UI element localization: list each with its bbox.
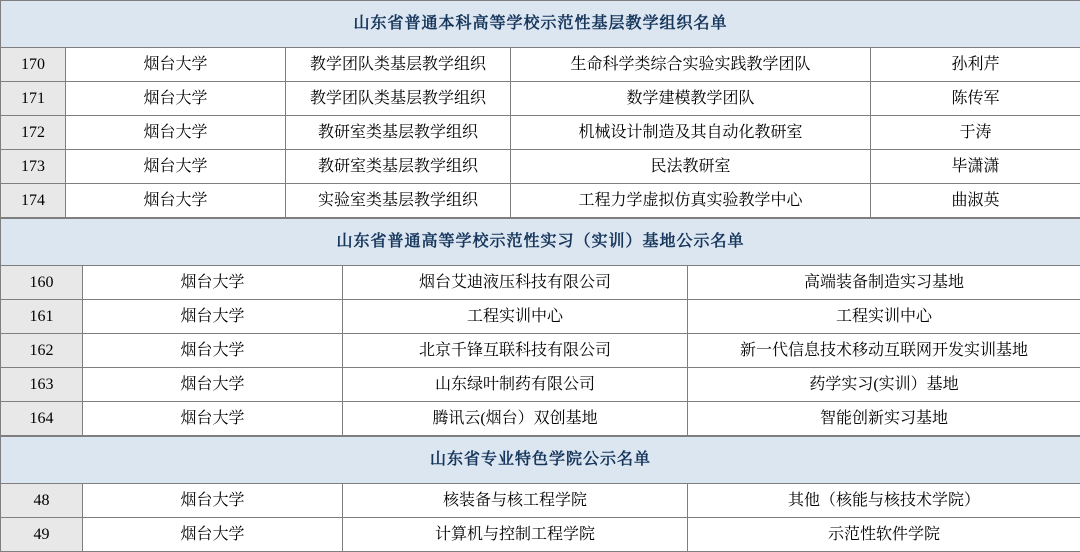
row-college: 核装备与核工程学院 — [343, 484, 688, 518]
row-school: 烟台大学 — [66, 184, 286, 218]
table-row — [1, 116, 1080, 150]
row-college: 计算机与控制工程学院 — [343, 518, 688, 552]
table-row — [1, 82, 1080, 116]
row-number: 161 — [1, 300, 83, 334]
table-row — [1, 266, 1080, 300]
row-name: 工程力学虚拟仿真实验教学中心 — [511, 184, 871, 218]
table-row — [1, 300, 1080, 334]
row-number: 49 — [1, 518, 83, 552]
row-category: 示范性软件学院 — [688, 518, 1080, 552]
section-title-row — [1, 219, 1080, 266]
row-person: 孙利芹 — [871, 48, 1080, 82]
row-base: 药学实习(实训）基地 — [688, 368, 1080, 402]
row-type: 教研室类基层教学组织 — [286, 150, 511, 184]
row-school: 烟台大学 — [83, 402, 343, 436]
table-row — [1, 334, 1080, 368]
row-school: 烟台大学 — [66, 82, 286, 116]
row-school: 烟台大学 — [83, 300, 343, 334]
row-school: 烟台大学 — [83, 368, 343, 402]
row-number: 171 — [1, 82, 66, 116]
row-number: 174 — [1, 184, 66, 218]
row-company: 腾讯云(烟台）双创基地 — [343, 402, 688, 436]
row-base: 智能创新实习基地 — [688, 402, 1080, 436]
row-base: 新一代信息技术移动互联网开发实训基地 — [688, 334, 1080, 368]
section-title-row — [1, 437, 1080, 484]
row-number: 170 — [1, 48, 66, 82]
row-type: 教研室类基层教学组织 — [286, 116, 511, 150]
row-company: 工程实训中心 — [343, 300, 688, 334]
table-section-1 — [0, 0, 1080, 218]
row-name: 数学建模教学团队 — [511, 82, 871, 116]
row-name: 机械设计制造及其自动化教研室 — [511, 116, 871, 150]
table-row — [1, 150, 1080, 184]
row-category: 其他（核能与核技术学院） — [688, 484, 1080, 518]
table-row — [1, 48, 1080, 82]
row-school: 烟台大学 — [66, 116, 286, 150]
row-school: 烟台大学 — [83, 518, 343, 552]
row-company: 北京千锋互联科技有限公司 — [343, 334, 688, 368]
row-type: 实验室类基层教学组织 — [286, 184, 511, 218]
row-number: 162 — [1, 334, 83, 368]
row-school: 烟台大学 — [83, 484, 343, 518]
table-section-3 — [0, 436, 1080, 552]
row-company: 烟台艾迪液压科技有限公司 — [343, 266, 688, 300]
table-section-2 — [0, 218, 1080, 436]
row-base: 工程实训中心 — [688, 300, 1080, 334]
row-number: 160 — [1, 266, 83, 300]
section-title: 山东省普通本科高等学校示范性基层教学组织名单 — [1, 1, 1080, 48]
section-title: 山东省普通高等学校示范性实习（实训）基地公示名单 — [1, 219, 1080, 266]
row-person: 曲淑英 — [871, 184, 1080, 218]
row-person: 陈传军 — [871, 82, 1080, 116]
row-school: 烟台大学 — [66, 150, 286, 184]
row-number: 163 — [1, 368, 83, 402]
row-school: 烟台大学 — [66, 48, 286, 82]
row-name: 民法教研室 — [511, 150, 871, 184]
row-number: 173 — [1, 150, 66, 184]
row-type: 教学团队类基层教学组织 — [286, 82, 511, 116]
row-number: 164 — [1, 402, 83, 436]
row-school: 烟台大学 — [83, 334, 343, 368]
row-person: 于涛 — [871, 116, 1080, 150]
table-row — [1, 368, 1080, 402]
table-row — [1, 402, 1080, 436]
row-person: 毕潇潇 — [871, 150, 1080, 184]
section-title-row — [1, 1, 1080, 48]
row-school: 烟台大学 — [83, 266, 343, 300]
row-company: 山东绿叶制药有限公司 — [343, 368, 688, 402]
row-number: 172 — [1, 116, 66, 150]
row-base: 高端装备制造实习基地 — [688, 266, 1080, 300]
table-row — [1, 184, 1080, 218]
section-title: 山东省专业特色学院公示名单 — [1, 437, 1080, 484]
table-row — [1, 484, 1080, 518]
table-row — [1, 518, 1080, 552]
row-type: 教学团队类基层教学组织 — [286, 48, 511, 82]
row-number: 48 — [1, 484, 83, 518]
row-name: 生命科学类综合实验实践教学团队 — [511, 48, 871, 82]
